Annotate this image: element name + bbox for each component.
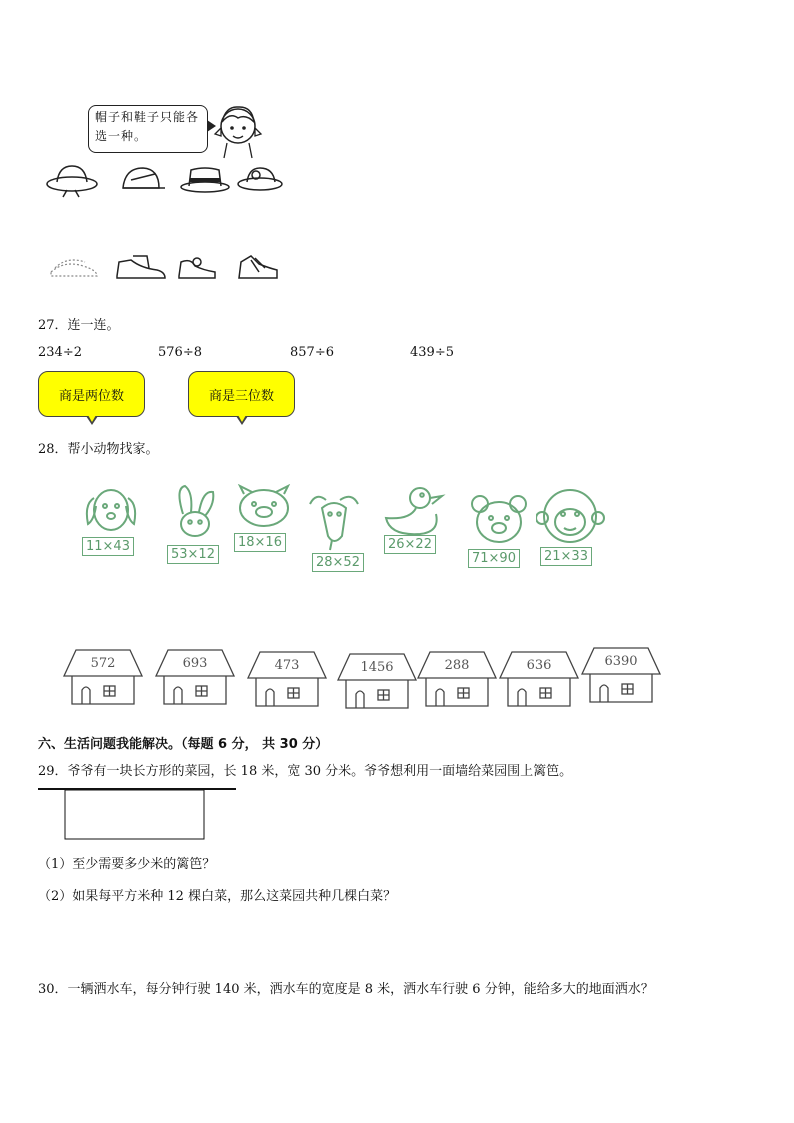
pig-icon — [232, 484, 302, 536]
slipper-icon — [51, 260, 97, 276]
q30-text: 30．一辆洒水车，每分钟行驶 140 米，洒水车的宽度是 8 米，洒水车行驶 6 分钟，能给多大的地面洒水？ — [38, 982, 654, 997]
shoes-row — [45, 250, 285, 284]
hats-row — [45, 160, 285, 198]
bubble-three-digit-label: 商是三位数 — [208, 388, 274, 404]
section-6-heading: 六、生活问题我能解决。（每题 6 分， 共 30 分） — [38, 737, 329, 752]
leather-shoe-icon — [117, 256, 165, 278]
animal-dog[interactable] — [76, 484, 146, 564]
goat-icon — [306, 490, 378, 552]
expression-3[interactable]: 857÷6 — [290, 345, 334, 360]
house-number: 636 — [526, 658, 552, 673]
bear-label: 71×90 — [468, 549, 520, 568]
girl-icon — [212, 98, 264, 160]
dog-label: 11×43 — [82, 537, 134, 556]
house-7[interactable] — [580, 646, 662, 704]
fedora-icon — [181, 168, 229, 192]
bubble-three-digit[interactable] — [188, 371, 295, 417]
rabbit-icon — [165, 484, 235, 546]
house-number: 693 — [182, 656, 208, 671]
bubble-two-digit-label: 商是两位数 — [58, 388, 124, 404]
q29-sub2: （2）如果每平方米种 12 棵白菜，那么这菜园共种几棵白菜？ — [38, 889, 397, 904]
rabbit-label: 53×12 — [167, 545, 219, 564]
animal-pig[interactable] — [232, 484, 302, 554]
q28-title: 28．帮小动物找家。 — [38, 442, 159, 457]
duck-icon — [380, 484, 452, 540]
garden-diagram — [38, 786, 238, 842]
goat-label: 28×52 — [312, 553, 364, 572]
bubble-two-digit[interactable] — [38, 371, 145, 417]
expression-1[interactable]: 234÷2 — [38, 345, 82, 360]
house-number: 6390 — [604, 654, 638, 669]
expression-4[interactable]: 439÷5 — [410, 345, 454, 360]
house-4[interactable] — [336, 652, 418, 710]
house-2[interactable] — [154, 648, 236, 706]
cap-icon — [123, 168, 165, 188]
boot-icon — [239, 256, 277, 278]
speech-bubble — [88, 105, 208, 153]
flower-hat-icon — [238, 168, 282, 190]
house-3[interactable] — [246, 650, 328, 708]
q27-title: 27．连一连。 — [38, 318, 120, 333]
animal-monkey[interactable] — [536, 486, 608, 568]
speech-text: 帽子和鞋子只能各选一种。 — [95, 110, 200, 143]
house-1[interactable] — [62, 648, 144, 706]
animal-rabbit[interactable] — [165, 484, 235, 566]
q29-sub1: （1）至少需要多少米的篱笆？ — [38, 857, 216, 872]
monkey-label: 21×33 — [540, 547, 592, 566]
house-number: 288 — [444, 658, 470, 673]
animal-bear[interactable] — [466, 492, 538, 570]
expression-2[interactable]: 576÷8 — [158, 345, 202, 360]
house-number: 473 — [274, 658, 300, 673]
house-number: 1456 — [360, 660, 394, 675]
house-5[interactable] — [416, 650, 498, 708]
q29-text: 29．爷爷有一块长方形的菜园，长 18 米，宽 30 分米。爷爷想利用一面墙给菜园围上篱笆。 — [38, 764, 573, 779]
dog-icon — [76, 484, 146, 544]
house-number: 572 — [90, 656, 116, 671]
pig-label: 18×16 — [234, 533, 286, 552]
sneaker-icon — [179, 258, 215, 278]
hat-icon — [47, 166, 97, 197]
monkey-icon — [536, 486, 608, 548]
animal-duck[interactable] — [380, 484, 452, 558]
animal-goat[interactable] — [306, 490, 378, 574]
duck-label: 26×22 — [384, 535, 436, 554]
bear-icon — [466, 492, 538, 550]
house-6[interactable] — [498, 650, 580, 708]
garden-rectangle — [65, 790, 204, 839]
